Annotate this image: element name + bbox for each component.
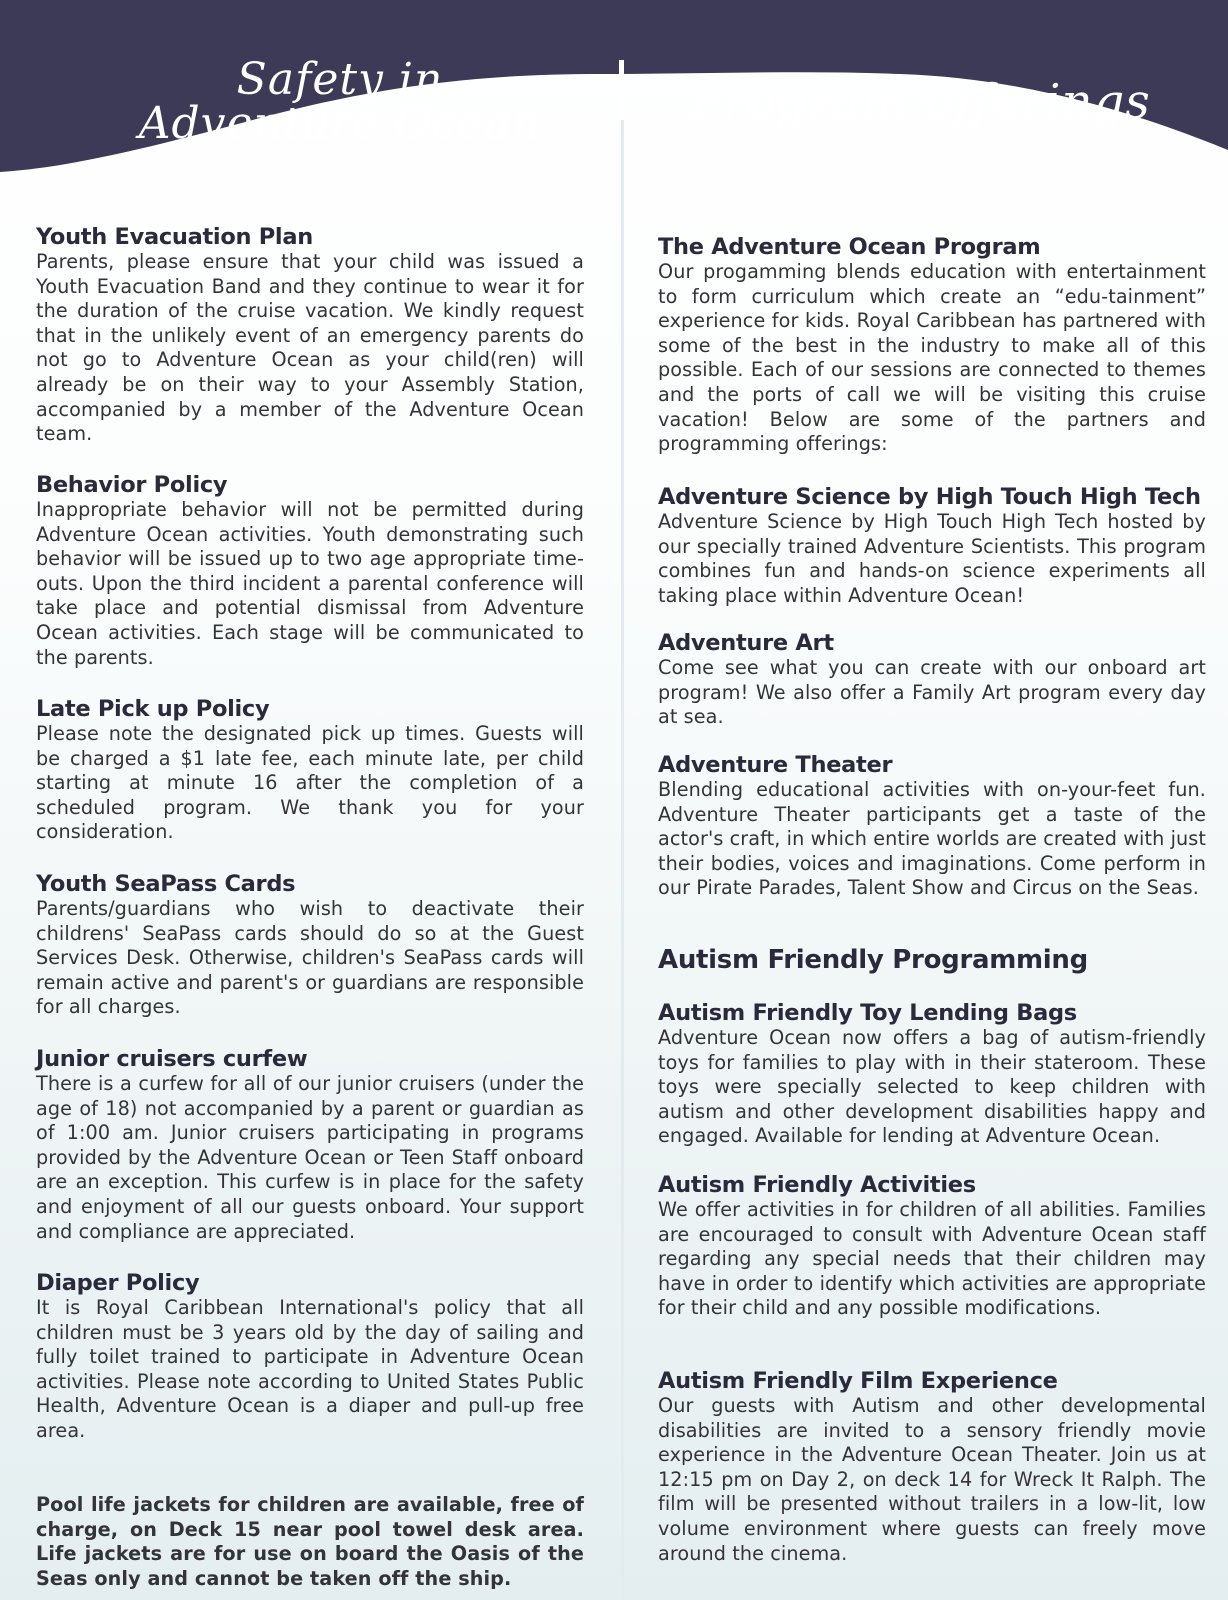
adventure-science-section	[658, 484, 1206, 608]
program-offerings-title: Program offerings	[689, 74, 1151, 130]
section-body: We offer activities in for children of all abilities. Families are encouraged to consult with Adventure Ocean staff regarding any special needs that their children may have in order to identify which activities are appropriate for their child and any possible modifications.	[658, 1198, 1206, 1320]
section-heading: Late Pick up Policy	[36, 696, 270, 722]
section-heading: Adventure Art	[658, 630, 834, 656]
section-body: Adventure Ocean now offers a bag of autism-friendly toys for families to play with in their stateroom. These toys were specially selected to keep children with autism and other development disabilities happy and engaged. Available for lending at Adventure Ocean.	[658, 1026, 1206, 1148]
section-body: Inappropriate behavior will not be permitted during Adventure Ocean activities. Youth demonstrating such behavior will be issued up to two age appropriate time-outs. Upon the third incident a parental conference will take place and potential dismissal from Adventure Ocean activities. Each stage will be communicated to the parents.	[36, 498, 584, 669]
section-body: Our progamming blends education with entertainment to form curriculum which create an “edu-tainment” experience for kids. Royal Caribbean has partnered with some of the best in the industry to make all of this possible. Each of our sessions are connected to themes and the ports of call we will be visiting this cruise vacation! Below are some of the partners and programming offerings:	[658, 260, 1206, 456]
section-heading: Youth SeaPass Cards	[36, 871, 296, 897]
section-body: Blending educational activities with on-your-feet fun. Adventure Theater participants get a taste of the actor's craft, in which entire worlds are created with just their bodies, voices and imaginations. Come perform in our Pirate Parades, Talent Show and Circus on the Seas.	[658, 778, 1206, 900]
autism-activities-section	[658, 1172, 1206, 1321]
section-body: Parents, please ensure that your child was issued a Youth Evacuation Band and they continue to wear it for the duration of the cruise vacation. We kindly request that in the unlikely event of an emergency parents do not go to Adventure Ocean as your child(ren) will already be on their way to your Assembly Station, accompanied by a member of the Adventure Ocean team.	[36, 250, 584, 446]
section-body: Parents/guardians who wish to deactivate their childrens' SeaPass cards should do so at the Guest Services Desk. Otherwise, children's SeaPass cards will remain active and parent's or guardians are responsible for all charges.	[36, 897, 584, 1019]
adventure-art-section	[658, 630, 1206, 730]
toy-lending-section	[658, 1000, 1206, 1149]
column-divider	[621, 120, 624, 1600]
section-heading: Junior cruisers curfew	[36, 1046, 308, 1072]
section-heading: Autism Friendly Activities	[658, 1172, 976, 1198]
adventure-theater-section	[658, 752, 1206, 901]
section-heading: Youth Evacuation Plan	[36, 224, 313, 250]
autism-programming-title	[658, 945, 1206, 975]
youth-evacuation-section	[36, 224, 584, 447]
section-heading: Adventure Science by High Touch High Tech	[658, 484, 1201, 510]
safety-title: Safety in Adventure Ocean	[138, 54, 542, 149]
section-heading: Diaper Policy	[36, 1270, 200, 1296]
behavior-policy-section	[36, 472, 584, 670]
late-pickup-section	[36, 696, 584, 845]
adventure-ocean-program-section	[658, 234, 1206, 457]
section-body: There is a curfew for all of our junior cruisers (under the age of 18) not accompanied by a parent or guardian as of 1:00 am. Junior cruisers participating in programs provided by the Adventure Ocean or Teen Staff onboard are an exception. This curfew is in place for the safety and enjoyment of all our guests onboard. Your support and compliance are appreciated.	[36, 1072, 584, 1243]
section-heading: Adventure Theater	[658, 752, 893, 778]
section-heading: Behavior Policy	[36, 472, 228, 498]
life-jacket-note	[36, 1493, 584, 1591]
section-heading: Autism Friendly Toy Lending Bags	[658, 1000, 1077, 1026]
autism-heading: Autism Friendly Programming	[658, 945, 1088, 975]
note-text: Pool life jackets for children are available, free of charge, on Deck 15 near pool towel desk area. Life jackets are for use on board the Oasis of the Seas only and cannot be taken off the ship.	[36, 1493, 584, 1590]
section-body: Come see what you can create with our onboard art program! We also offer a Family Art program every day at sea.	[658, 656, 1206, 729]
header-banner	[0, 0, 1228, 185]
diaper-policy-section	[36, 1270, 584, 1444]
section-body: Our guests with Autism and other developmental disabilities are invited to a sensory friendly movie experience in the Adventure Ocean Theater. Join us at 12:15 pm on Day 2, on deck 14 for Wreck It Ralph. The film will be presented without trailers in a low-lit, low volume environment where guests can freely move around the cinema.	[658, 1394, 1206, 1565]
section-heading: Autism Friendly Film Experience	[658, 1368, 1058, 1394]
youth-seapass-section	[36, 871, 584, 1020]
film-experience-section	[658, 1368, 1206, 1566]
section-body: Adventure Science by High Touch High Tech hosted by our specially trained Adventure Scientists. This program combines fun and hands-on science experiments all taking place within Adventure Ocean!	[658, 510, 1206, 607]
curfew-section	[36, 1046, 584, 1244]
section-heading: The Adventure Ocean Program	[658, 234, 1041, 260]
section-body: Please note the designated pick up times. Guests will be charged a $1 late fee, each minute late, per child starting at minute 16 after the completion of a scheduled program. We thank you for your consideration.	[36, 722, 584, 844]
section-body: It is Royal Caribbean International's policy that all children must be 3 years old by the day of sailing and fully toilet trained to participate in Adventure Ocean activities. Please note according to United States Public Health, Adventure Ocean is a diaper and pull-up free area.	[36, 1296, 584, 1442]
